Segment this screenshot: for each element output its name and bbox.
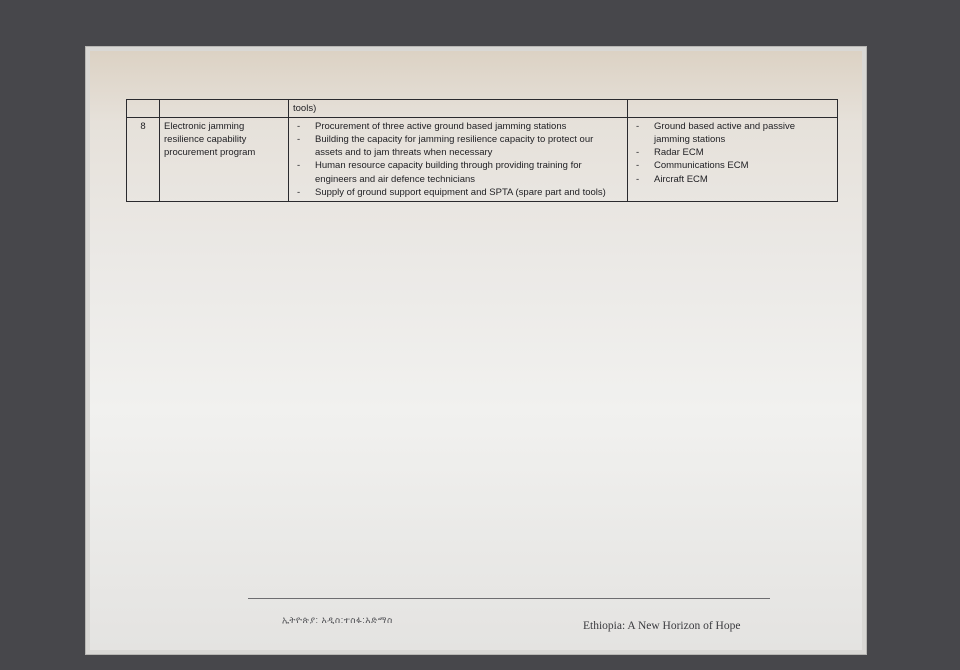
dash-bullet-icon: -	[297, 134, 301, 146]
list-item: - Building the capacity for jamming resilience capacity to protect our assets and to jam threats when necessary	[297, 134, 594, 159]
program-name-line: procurement program	[164, 147, 256, 159]
document-page	[90, 51, 862, 650]
carry-over-text: tools)	[293, 103, 317, 114]
list-item: - Communications ECM	[636, 160, 749, 172]
dash-bullet-icon: -	[297, 121, 301, 133]
list-item: - Ground based active and passive jamming stations	[636, 121, 796, 146]
dash-bullet-icon: -	[297, 186, 301, 198]
dash-bullet-icon: -	[636, 121, 640, 133]
list-item: - Human resource capacity building through providing training for engineers and air defence technicians	[297, 160, 582, 185]
program-name-cell	[160, 118, 289, 202]
carry-over-cell	[289, 100, 628, 118]
table-row-continued	[127, 100, 838, 118]
dash-bullet-icon: -	[636, 147, 640, 159]
dash-bullet-icon: -	[636, 173, 640, 185]
program-name-line: Electronic jamming	[164, 121, 245, 133]
footer-title: Ethiopia: A New Horizon of Hope	[583, 620, 741, 632]
list-item: - Supply of ground support equipment and SPTA (spare part and tools)	[297, 186, 606, 198]
list-item: - Radar ECM	[636, 147, 704, 159]
dash-bullet-icon: -	[636, 160, 640, 172]
table-row	[127, 118, 838, 202]
activities-cell	[289, 118, 628, 202]
outputs-cell	[628, 118, 838, 202]
photo-frame	[86, 47, 866, 654]
program-table	[126, 99, 838, 202]
row-number: 8	[127, 118, 160, 202]
list-item: - Aircraft ECM	[636, 173, 708, 185]
outputs-list	[632, 120, 833, 186]
footer-divider	[248, 598, 770, 599]
activities-list	[293, 120, 623, 199]
footer-amharic-text: ኢትዮጵያ: አዲስ:ተስፋ:አድማስ	[282, 615, 393, 625]
dash-bullet-icon: -	[297, 160, 301, 172]
list-item: - Procurement of three active ground based jamming stations	[297, 121, 567, 133]
program-name-line: resilience capability	[164, 134, 247, 146]
